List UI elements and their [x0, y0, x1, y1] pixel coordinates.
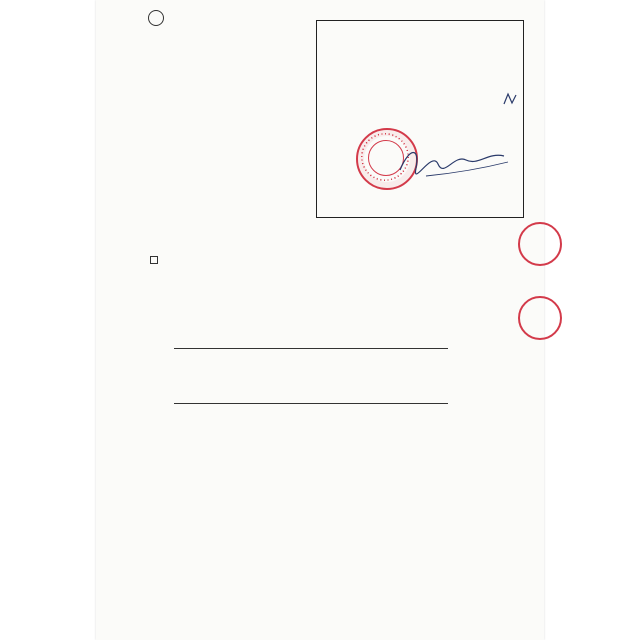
- page-badge: [148, 10, 164, 26]
- initial-mark: [502, 92, 520, 106]
- tick-note: [150, 256, 162, 265]
- product-grid: [174, 403, 448, 404]
- side-seal-fragment: [518, 296, 562, 340]
- signature: [396, 140, 516, 186]
- side-seal-fragment: [518, 222, 562, 266]
- brand-grid: [174, 348, 448, 349]
- official-use-box: [316, 20, 524, 218]
- tick-example-checkbox: [150, 256, 158, 264]
